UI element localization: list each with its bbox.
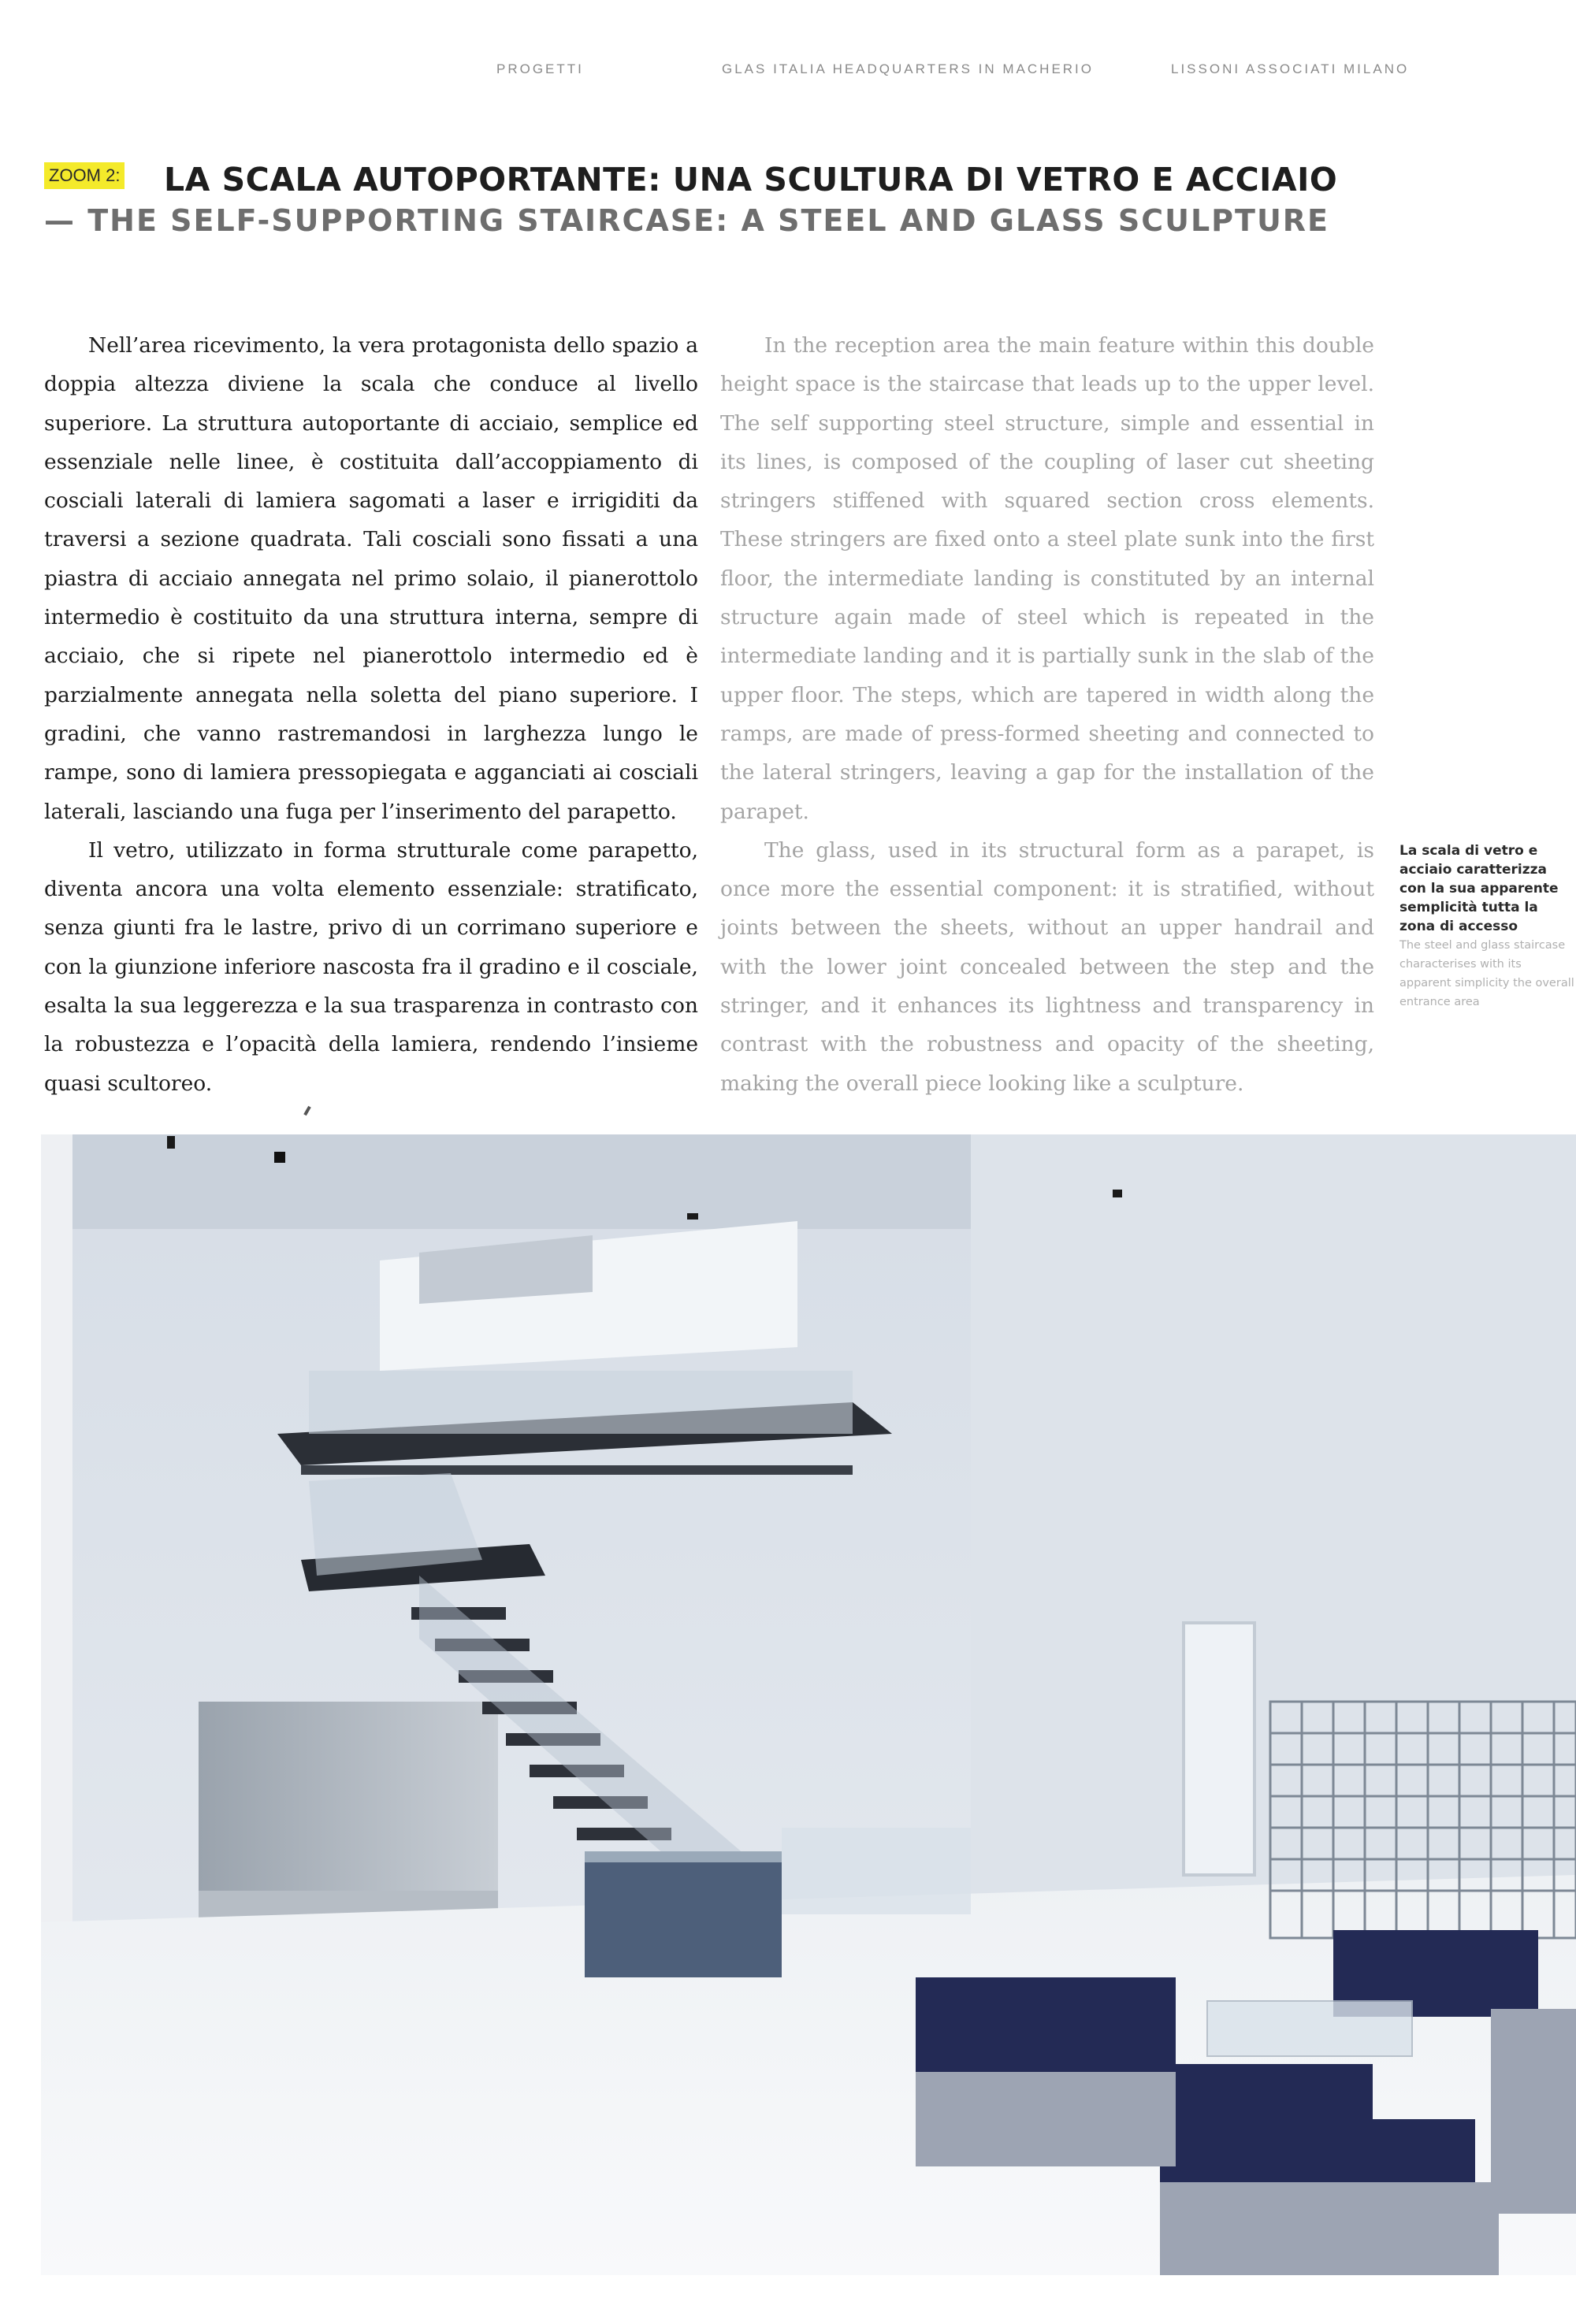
running-header [496, 61, 1442, 80]
body-paragraph-italian-1: Nell’area ricevimento, la vera protagonista dello spazio a doppia altezza diviene la scala che conduce al livello superiore. La struttura autoportante di acciaio, semplice ed essenziale nelle linee, è costituita dall’accoppiamento di cosciali laterali di lamiera sagomati a laser e irrigiditi da traversi a sezione quadrata. Tali cosciali sono fissati a una piastra di acciaio annegata nel primo solaio, il pianerottolo intermedio è costituito da una struttura interna, sempre di acciaio, che si ripete nel pianerottolo intermedio ed è parzialmente annegata nella soletta del piano superiore. I gradini, che vanno rastremandosi in larghezza lungo le rampe, sono di lamiera pressopiegata e agganciati ai cosciali laterali, lasciando una fuga per l’inserimento del parapetto. [44, 333, 698, 824]
body-paragraph-english-2: The glass, used in its structural form as a parapet, is once more the essential component: it is stratified, without joints between the sheets, without an upper handrail and with the lower joint concealed between the step and the stringer, and it enhances its lightness and transparency in contrast with the robustness and opacity of the sheeting, making the overall piece looking like a sculpture. [720, 837, 1374, 1096]
stray-mark [303, 1106, 310, 1116]
body-column-italian [44, 326, 698, 1103]
caption-english: The steel and glass staircase characterises with its apparent simplicity the overall entrance area [1399, 939, 1574, 1008]
header-project-label: GLAS ITALIA HEADQUARTERS IN MACHERIO [722, 61, 1095, 76]
body-paragraph-italian-2: Il vetro, utilizzato in forma strutturale come parapetto, diventa ancora una volta elemento essenziale: stratificato, senza giunti fra le lastre, privo di un corrimano superiore e con la giunzione inferiore nascosta fra il gradino e il cosciale, esalta la sua leggerezza e la sua trasparenza in contrasto con la robustezza e l’opacità della lamiera, rendendo l’insieme quasi scultoreo. [44, 837, 698, 1096]
article-title-italian: LA SCALA AUTOPORTANTE: UNA SCULTURA DI VETRO E ACCIAIO [164, 161, 1338, 199]
photo-caption [1399, 841, 1576, 1012]
reception-staircase-photo [41, 1134, 1576, 2275]
header-section-label: PROGETTI [496, 61, 584, 76]
zoom-badge: ZOOM 2: [44, 162, 125, 189]
print-mark [274, 1152, 285, 1163]
body-column-english [720, 326, 1374, 1103]
header-studio-label: LISSONI ASSOCIATI MILANO [1171, 61, 1410, 76]
article-title-english: — THE SELF-SUPPORTING STAIRCASE: A STEEL AND GLASS SCULPTURE [44, 203, 1330, 238]
body-paragraph-english-1: In the reception area the main feature within this double height space is the staircase that leads up to the upper level. The self supporting steel structure, simple and essential in its lines, is composed of the coupling of laser cut sheeting stringers stiffened with squared section cross elements. These stringers are fixed onto a steel plate sunk into the first floor, the intermediate landing is constituted by an internal structure again made of steel which is repeated in the intermediate landing and it is partially sunk in the slab of the upper floor. The steps, which are tapered in width along the ramps, are made of press-formed sheeting and connected to the lateral stringers, leaving a gap for the installation of the parapet. [720, 333, 1374, 824]
caption-italian: La scala di vetro e acciaio caratterizza con la sua apparente semplicità tutta la zona di accesso [1399, 843, 1559, 934]
